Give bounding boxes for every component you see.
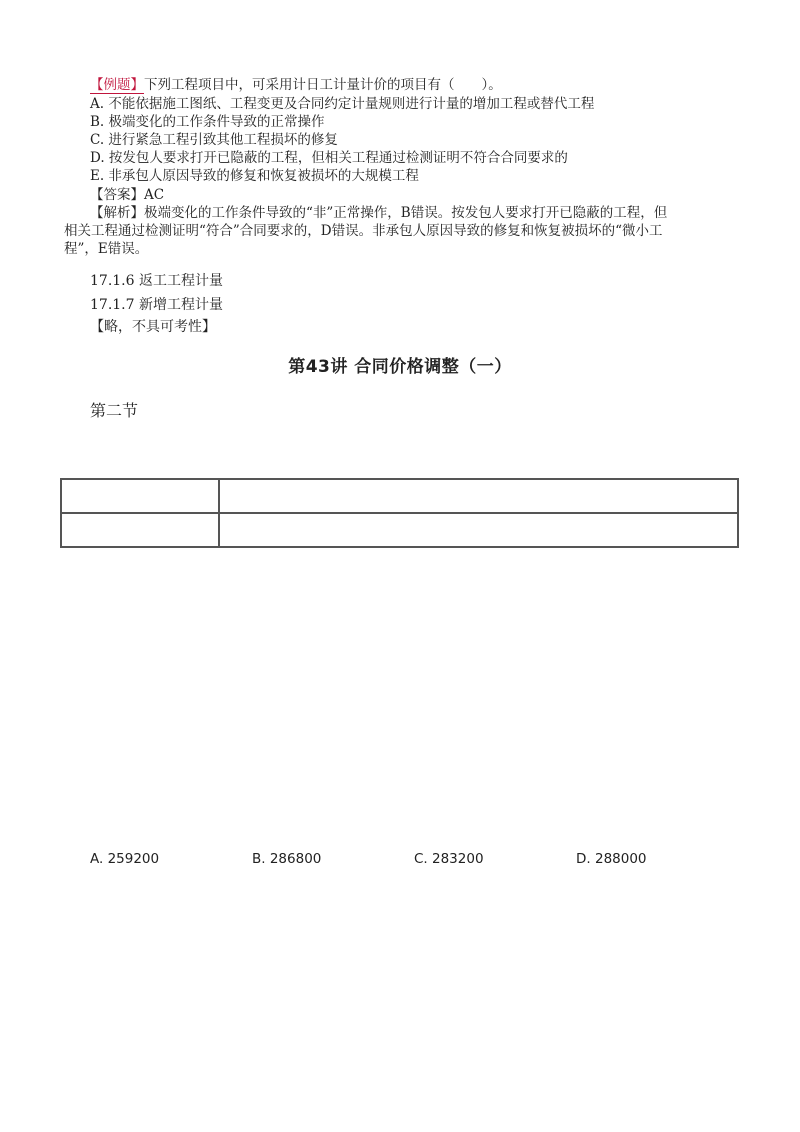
option-d: D. 按发包人要求打开已隐蔽的工程，但相关工程通过检测证明不符合合同要求的 [90, 150, 568, 166]
omitted-note: 【略，不具可考性】 [90, 319, 216, 335]
example-tag: 【例题】 [90, 77, 144, 93]
lecture-title: 第43讲 合同价格调整（一） [288, 357, 512, 377]
section-label: 第二节 [90, 401, 139, 420]
example-question-line [90, 76, 502, 94]
option-b: B. 极端变化的工作条件导致的正常操作 [90, 114, 325, 130]
section-17-1-6: 17.1.6 返工工程计量 [90, 273, 223, 289]
table-cell [61, 513, 219, 547]
analysis-line-1: 【解析】极端变化的工作条件导致的“非”正常操作，B错误。按发包人要求打开已隐蔽的工程，但 [90, 205, 668, 221]
analysis-line-2: 相关工程通过检测证明“符合”合同要求的，D错误。非承包人原因导致的修复和恢复被损坏的“微小工 [64, 223, 663, 239]
empty-table [60, 478, 739, 548]
table-cell [61, 479, 219, 513]
choice-d: D. 288000 [576, 851, 647, 867]
option-a: A. 不能依据施工图纸、工程变更及合同约定计量规则进行计量的增加工程或替代工程 [90, 96, 595, 112]
example-question: 下列工程项目中，可采用计日工计量计价的项目有（ ）。 [144, 77, 502, 93]
table-cell [219, 479, 738, 513]
choice-a: A. 259200 [90, 851, 160, 867]
choice-b: B. 286800 [252, 851, 322, 867]
table-row [61, 479, 738, 513]
answer: 【答案】AC [90, 187, 165, 203]
section-17-1-7: 17.1.7 新增工程计量 [90, 297, 223, 313]
option-e: E. 非承包人原因导致的修复和恢复被损坏的大规模工程 [90, 168, 419, 184]
table-cell [219, 513, 738, 547]
choice-c: C. 283200 [414, 851, 484, 867]
analysis-line-3: 程”，E错误。 [64, 241, 149, 257]
option-c: C. 进行紧急工程引致其他工程损坏的修复 [90, 132, 338, 148]
table-row [61, 513, 738, 547]
